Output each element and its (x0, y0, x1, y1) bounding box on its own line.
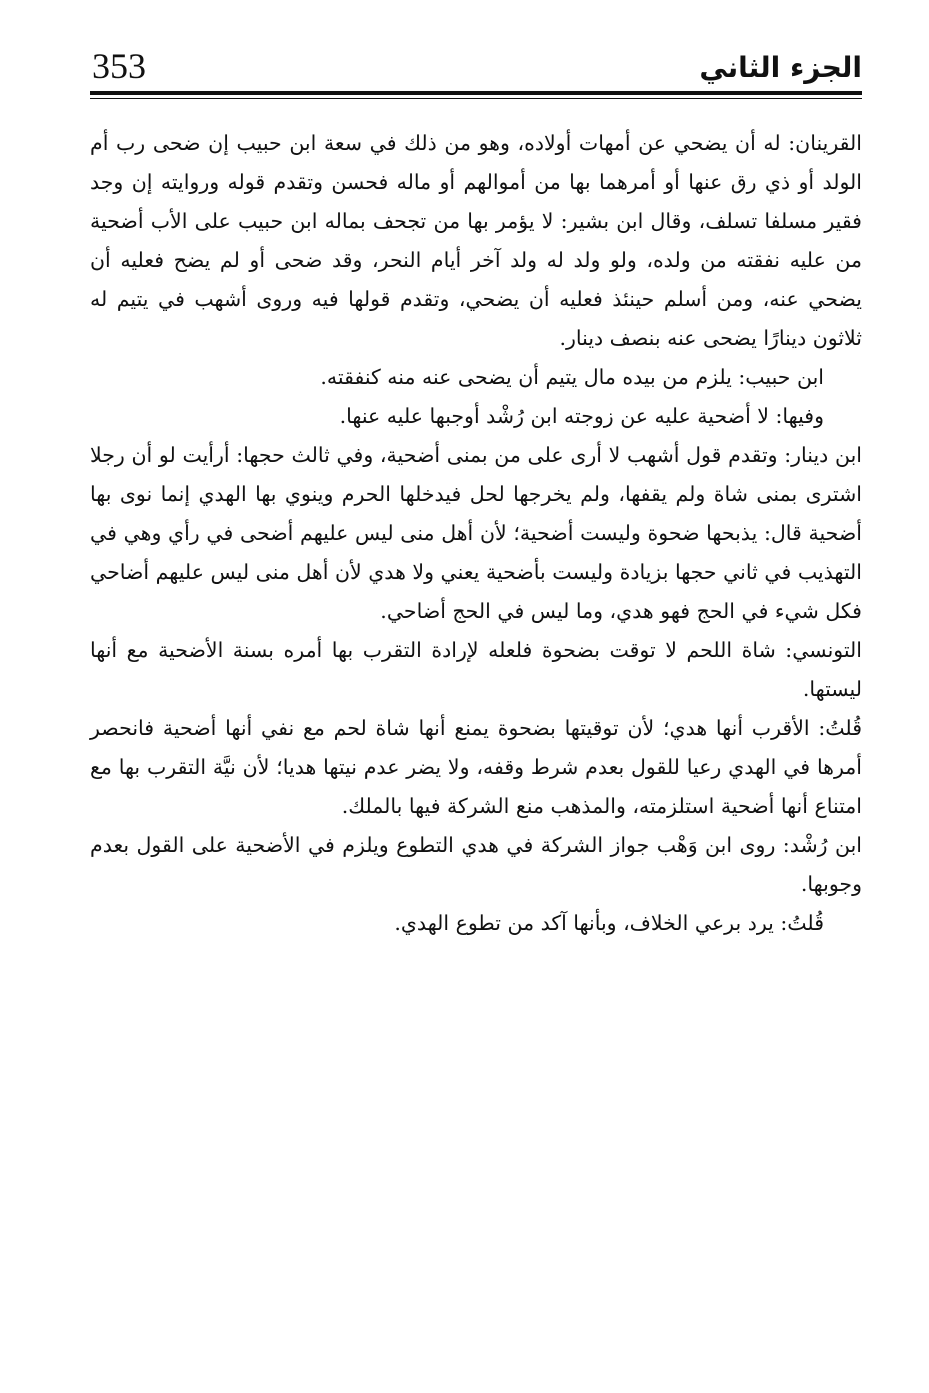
paragraph-5: التونسي: شاة اللحم لا توقت بضحوة فلعله لإرادة التقرب بها أمره بسنة الأضحية مع أنها ليستها. (90, 638, 862, 701)
page-number: 353 (92, 46, 146, 86)
header-rule-thin (90, 98, 862, 99)
paragraph-2: ابن حبيب: يلزم من بيده مال يتيم أن يضحى عنه منه كنفقته. (320, 365, 824, 389)
paragraph-1: القرينان: له أن يضحي عن أمهات أولاده، وهو من ذلك في سعة ابن حبيب إن ضحى رب أم الولد أو ذي رق عنها أو أمرهما بها من أموالهم أو ماله فحسن وتقدم قوله وروايته إن وجد فقير مسلفا تسلف، وقال ابن بشير: لا يؤمر بها من تجحف بماله ابن حبيب على الأب أضحية من عليه نفقته من ولده، ولو ولد له ولد آخر أيام النحر، وقد ضحى أو لم يضح فعليه أن يضحي عنه، ومن أسلم حينئذ فعليه أن يضحي، وتقدم قولها فيه وروى أشهب في يتيم له ثلاثون دينارًا يضحى عنه بنصف دينار. (90, 131, 862, 350)
paragraph-7: ابن رُشْد: روى ابن وَهْب جواز الشركة في هدي التطوع ويلزم في الأضحية على القول بعدم وجوبها. (90, 833, 862, 896)
paragraph-6: قُلتُ: الأقرب أنها هدي؛ لأن توقيتها بضحوة يمنع أنها شاة لحم مع نفي أنها أضحية فانحصر أمرها في الهدي رعيا للقول بعدم شرط وقفه، ولا يضر عدم نيتها هديا؛ لأن نيَّة التقرب بها مع امتناع أنها أضحية استلزمته، والمذهب منع الشركة فيها بالملك. (90, 716, 862, 818)
paragraph-8: قُلتُ: يرد برعي الخلاف، وبأنها آكد من تطوع الهدي. (394, 911, 824, 935)
body-text (90, 124, 862, 943)
header-rule-thick (90, 91, 862, 95)
page-header (90, 40, 862, 94)
paragraph-3: وفيها: لا أضحية عليه عن زوجته ابن رُشْد أوجبها عليه عنها. (339, 404, 824, 428)
running-head: الجزء الثاني (699, 51, 862, 84)
paragraph-4: ابن دينار: وتقدم قول أشهب لا أرى على من بمنى أضحية، وفي ثالث حجها: أرأيت لو أن رجلا اشترى بمنى شاة ولم يقفها، ولم يخرجها لحل فيدخلها الحرم وينوي بها الهدي إنما نوى بها أضحية قال: يذبحها ضحوة وليست أضحية؛ لأن أهل منى ليس عليهم أضحى في رأي وهي في التهذيب في ثاني حجها بزيادة وليست بأضحية يعني ولا هدي لأن أهل منى ليس عليهم أضاحي فكل شيء في الحج فهو هدي، وما ليس في الحج أضاحي. (90, 443, 862, 623)
